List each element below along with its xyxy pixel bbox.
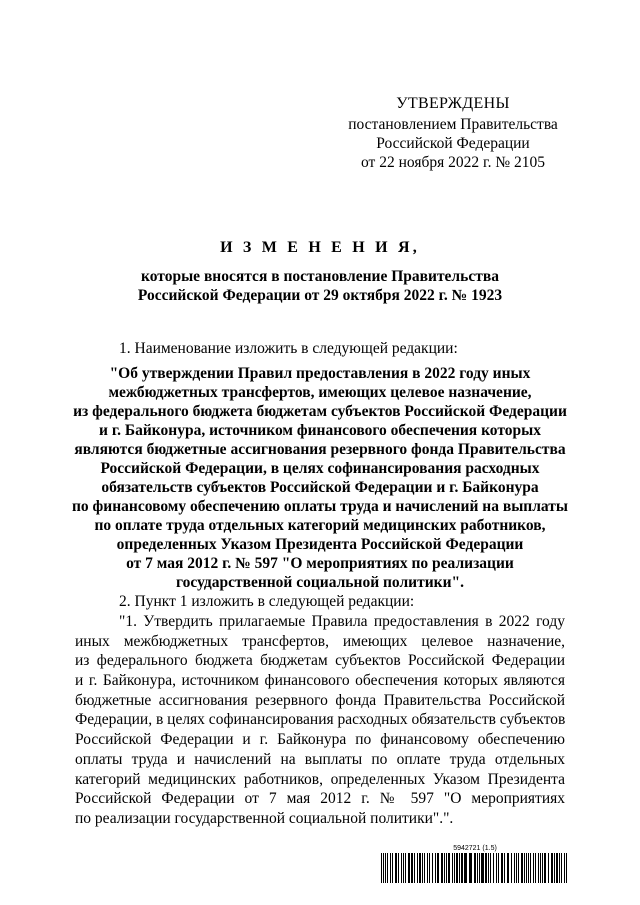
quote-line: Российской Федерации, в целях софинансирования расходных <box>100 460 540 477</box>
document-subtitle <box>70 267 570 305</box>
quote-line: "Об утверждении Правил предоставления в 2022 году иных <box>109 365 531 382</box>
body-line: и г. Байконура, источником финансового обеспечения которых являются <box>75 672 565 690</box>
quote-line: государственной социальной политики". <box>176 574 464 591</box>
item-2-text <box>75 612 565 829</box>
body-line: из федерального бюджета бюджетам субъектов Российской Федерации <box>75 652 565 670</box>
document-barcode <box>381 844 569 883</box>
barcode-number: 5942721 (1.5) <box>453 845 497 852</box>
quote-line: из федерального бюджета бюджетам субъектов Российской Федерации <box>73 403 567 420</box>
body-line: оплаты труда и начислений на выплаты по оплате труда отдельных <box>75 750 565 768</box>
body-line: бюджетные ассигнования резервного фонда Правительства Российской <box>75 691 565 709</box>
quote-line: по финансовому обеспечению оплаты труда и начислений на выплаты <box>72 498 568 515</box>
body-line: категорий медицинских работников, определенных Указом Президента <box>75 770 565 788</box>
body-line: Российской Федерации и г. Байконура по финансовому обеспечению <box>75 731 565 749</box>
barcode-image <box>381 853 569 883</box>
quote-line: межбюджетных трансфертов, имеющих целевое назначение, <box>108 384 532 401</box>
quote-line: определенных Указом Президента Российской Федерации <box>116 536 524 553</box>
body-line: иных межбюджетных трансфертов, имеющих целевое назначение, <box>75 632 565 650</box>
approval-line-3: от 22 ноября 2022 г. № 2105 <box>361 154 545 171</box>
quote-line: по оплате труда отдельных категорий медицинских работников, <box>94 517 546 534</box>
subtitle-line: Российской Федерации от 29 октября 2022 г. № 1923 <box>137 287 503 304</box>
approval-heading: УТВЕРЖДЕНЫ <box>396 95 510 112</box>
quote-line: и г. Байконура, источником финансового обеспечения которых <box>99 422 541 439</box>
item-1-quote <box>60 364 580 592</box>
approval-line-1: постановлением Правительства <box>348 116 558 133</box>
approval-stamp <box>330 94 576 172</box>
item-2-intro: 2. Пункт 1 изложить в следующей редакции: <box>119 593 415 610</box>
body-line: Федерации, в целях софинансирования расходных обязательств субъектов <box>75 711 566 729</box>
subtitle-line: которые вносятся в постановление Правительства <box>141 268 499 285</box>
quote-line: обязательств субъектов Российской Федерации и г. Байконура <box>101 479 539 496</box>
quote-line: являются бюджетные ассигнования резервного фонда Правительства <box>74 441 566 458</box>
body-line: по реализации государственной социальной политики".". <box>75 809 454 827</box>
quote-line: от 7 мая 2012 г. № 597 "О мероприятиях по реализации <box>126 555 514 572</box>
body-line: "1. Утвердить прилагаемые Правила предоставления в 2022 году <box>119 613 565 630</box>
item-1-intro: 1. Наименование изложить в следующей редакции: <box>119 340 458 357</box>
document-title: И З М Е Н Е Н И Я, <box>220 239 420 256</box>
approval-line-2: Российской Федерации <box>376 135 530 152</box>
body-line: Российской Федерации от 7 мая 2012 г. № 597 "О мероприятиях <box>75 790 565 808</box>
